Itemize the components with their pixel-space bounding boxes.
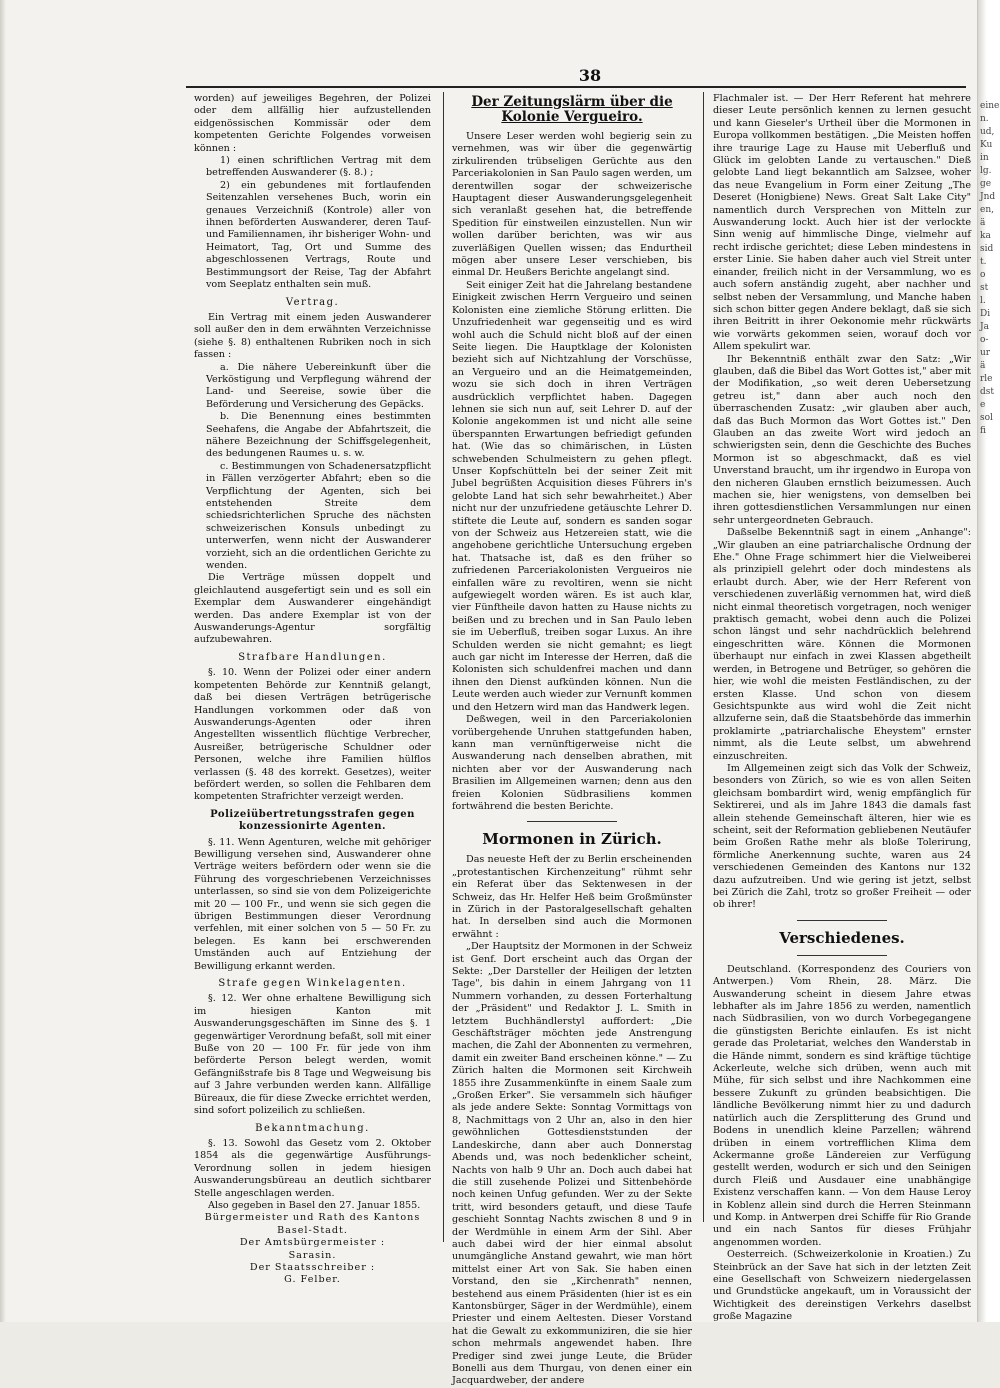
dateline: Also gegeben in Basel den 27. Januar 1855.: [208, 1199, 421, 1211]
edge-fragment: rle: [980, 374, 993, 384]
edge-fragment: ur: [980, 348, 991, 358]
article-paragraph: worden) auf jeweiliges Begehren, der Polizei oder dem allfällig hier aufzustellenden eidgenössischen Kommissär oder dem kompetenten Gerichte Folgendes vorweisen können :: [194, 93, 431, 154]
article-paragraph: Deutschland. (Korrespondenz des Couriers von Antwerpen.) Vom Rhein, 28. März. Die Auswanderung scheint in diesem Jahre etwas lebhafter als im Jahre 1856 zu werden, namentlich nach Südbrasilien, von wo durch Vorbegegangene die günstigsten Berichte einlaufen. Es ist nicht gerade das Proletariat, welches den Wanderstab in die Hände nimmt, sondern es sind kräftige tüchtige Ackerleute, welche sich drüben, wenn auch mit Mühe, für sich selbst und ihre Nachkommen eine bessere Zukunft zu gründen beabsichtigen. Die ländliche Bevölkerung nimmt hier zu und dadurch natürlich auch die Zersplitterung des Grund und Bodens in unendlich kleine Parzellen; während drüben in einem vortrefflichen Klima dem Ackermanne große Ländereien zur Verfügung gestellt werden, wodurch er sich und den Seinigen durch Fleiß und Ausdauer eine unabhängige Existenz verschaffen kann. — Von dem Hause Leroy in Koblenz allein sind durch die Herren Steinmann und Komp. in Antwerpen drei Schiffe für Rio Grande und ein nach Santos für dieses Frühjahr angenommen worden.: [713, 963, 971, 1248]
article-paragraph: Seit einiger Zeit hat die Jahrelang bestandene Einigkeit zwischen Herrn Vergueiro und seinen Kolonisten eine ziemliche Störung erlitten. Die Unzufriedenheit war gegenseitig und es wird wohl auch die Schuld nicht bloß auf der einen Seite liegen. Die Hauptklage der Kolonisten bezieht sich auf Nichtzahlung der Vorschüsse, an Vergueiro und an die Heimatgemeinden, wozu sie sich doch in ihren Verträgen ausdrücklich verpflichtet haben. Dagegen lehnen sie sich nun auf, seit Lehrer D. auf der Kolonie angekommen ist und nicht alle seine überspannten Erwartungen befriedigt gefunden hat. (Wie das so chimärischen, in Lüsten schwebenden Schulmeistern zu gehen pflegt. Unser Kopfschütteln bei der seiner Zeit mit Jubel begrüßten Acquisition dieses Führers in's gelobte Land hat sich sehr bewahrheitet.) Aber nicht nur der unzufriedene getäuschte Lehrer D. stiftete die Leute auf, sondern es sanden sogar von der Schweiz aus Hetzereien statt, wie die angehobene gerichtliche Untersuchung ergeben hat. Thatsache ist, daß es den früher so zufriedenen Parceriakolonisten Vergueiros nie einfallen wäre zu revoltiren, wenn sie nicht aufgewiegelt worden wären. Es ist auch klar, vier Fünftheile davon hatten zu Hause nichts zu beißen und zu brechen und in San Paulo leben sie im Ueberfluß, treiben sogar Luxus. An ihre Schulden werden sie nicht gemahnt; es liegt auch gar nicht im Interesse der Herren, daß die Kolonisten sich schuldenfrei machen und dann ihnen den Dienst aufkünden können. Nun die Leute werden auch wieder zur Vernunft kommen und den Hetzern wird man das Handwerk legen.: [452, 279, 692, 713]
article-paragraph: Deßwegen, weil in den Parceriakolonien vorübergehende Unruhen stattgefunden haben, kann man vernünftigerweise nicht die Auswanderung nach denselben abrathen, mit nichten aber vor der Auswanderung nach Brasilien im Allgemeinen warnen; denn aus den freien Kolonien Südbrasiliens kommen fortwährend die besten Berichte.: [452, 714, 692, 812]
article-divider: [527, 821, 617, 822]
edge-fragment: ä: [980, 218, 986, 228]
edge-fragment: Ja: [980, 322, 989, 332]
section-heading: Strafbare Handlungen.: [238, 651, 387, 663]
article-paragraph: §. 12. Wer ohne erhaltene Bewilligung sich im hiesigen Kanton mit Auswanderungsgeschäften im Sinne des §. 1 gegenwärtiger Verordnung befaßt, soll mit einer Buße von 20 — 100 Fr. für jede von ihm beförderte Person belegt werden, womit Gefängnißstrafe bis 8 Tage und Wegweisung bis auf 3 Jahre verbunden werden kann. Allfällige Büreaux, die für diese Zwecke errichtet werden, sind sofort polizeilich zu schließen.: [194, 993, 431, 1117]
adjacent-page-edge: [977, 0, 1000, 1322]
section-heading: Bekanntmachung.: [255, 1122, 370, 1134]
column-right: [713, 93, 971, 1323]
edge-fragment: ud,: [980, 127, 995, 137]
edge-fragment: in: [980, 153, 989, 163]
edge-fragment: lg.: [980, 166, 992, 176]
signature-line: G. Felber.: [284, 1274, 341, 1286]
edge-fragment: Jnd: [980, 192, 996, 202]
edge-fragment: ka: [980, 231, 991, 241]
page-number: 38: [578, 66, 602, 85]
edge-fragment: sol: [980, 413, 993, 423]
signature-line: Der Amtsbürgermeister :: [239, 1237, 386, 1249]
list-item: a. Die nähere Uebereinkunft über die Verköstigung und Verpflegung während der Land- und Seereise, sowie über die Beförderung und Versicherung des Gepäcks.: [206, 361, 431, 410]
column-rule: [443, 92, 444, 1242]
list-item: b. Die Benennung eines bestimmten Seehafens, die Angabe der Abfahrtszeit, die nähere Bezeichnung der Schiffsgelegenheit, des bedungenen Raumes u. s. w.: [206, 411, 431, 460]
article-paragraph: Flachmaler ist. — Der Herr Referent hat mehrere dieser Leute persönlich kennen zu lernen gesucht und kann Gieseler's Urtheil über die Mormonen in Europa vollkommen bestätigen. „Die Meisten hoffen ihre traurige Lage zu Hause mit Ueberfluß und Glück im gelobten Lande zu vertauschen." Dieß gelobte Land liegt bekanntlich am Salzsee, woher das neue Evangelium in Form einer Zeitung „The Deseret (Honigbiene) News. Great Salt Lake City" namentlich durch Versprechen von Mitteln zur Auswanderung lockt. Auch hier ist der verlockte Sinn wenig auf himmlische Dinge, vielmehr auf recht irdische gerichtet; diese Leben mindestens in erster Linie. Sie haben daher auch viel Streit unter einander, freilich nicht in der Versammlung, wo es auch sofern anständig zugeht, aber nachher und selbst neben der Versammlung, und Manche haben sich schon bitter gegen Andere beklagt, daß sie sich ihren Beitritt in ihrer Oekonomie mehr rückwärts wie vorwärts gekommen seien, worauf doch vor Allem spekulirt war.: [713, 93, 971, 353]
edge-fragment: o: [980, 270, 986, 280]
section-heading: Strafe gegen Winkelagenten.: [218, 978, 407, 990]
list-item: 2) ein gebundenes mit fortlaufenden Seitenzahlen versehenes Buch, worin ein genaues Verzeichniß (Kontrole) aller von ihnen beförderten Auswanderer, deren Tauf- und Familiennamen, ihr bisheriger Wohn- und Heimatort, Tag, Ort und Summe des abgeschlossenen Vertrags, Route und Bestimmungsort der Reise, Tag der Abfahrt vom Seeplatz enthalten sein muß.: [206, 179, 431, 291]
section-heading: Polizeiübertretungsstrafen gegen konzessionirte Agenten.: [210, 808, 415, 833]
edge-fragment: t.: [980, 257, 987, 267]
article-paragraph: §. 13. Sowohl das Gesetz vom 2. Oktober 1854 als die gegenwärtige Ausführungs-Verordnung sollen in jedem hiesigen Auswanderungsbüreau an deutlich sichtbarer Stelle angeschlagen werden.: [194, 1137, 431, 1199]
section-heading: Vertrag.: [285, 296, 340, 308]
article-paragraph: Die Verträge müssen doppelt und gleichlautend ausgefertigt sein und es soll ein Exemplar dem Auswanderer eingehändigt werden. Das andere Exemplar ist von der Auswanderungs-Agentur sorgfältig aufzubewahren.: [194, 572, 431, 646]
article-paragraph: „Der Hauptsitz der Mormonen in der Schweiz ist Genf. Dort erscheint auch das Organ der Sekte: „Der Darsteller der Heiligen der letzten Tage", bis dahin in einem Jahrgang von 11 Nummern vorhanden, zu dessen Forterhaltung der „Präsident" und Redaktor J. L. Smith in letztem Buchhändlerstyl auffordert: „Die Geschäftsträger möchten jede Anstrengung machen, die Zahl der Abonnenten zu vermehren, damit ein zweiter Band erscheinen könne." — Zu Zürich halten die Mormonen seit Kirchweih 1855 ihre Zusammenkünfte in einem Saale zum „Großen Erker". Sie versammeln sich häufiger als jede andere Sekte: Sonntag Vormittags von 8, Nachmittags von 2 Uhr an, also in den hier gewöhnlichen Gottesdienststunden der Landeskirche, dann aber auch Donnerstag Abends und, was noch bedenklicher scheint, Nachts von halb 9 Uhr an. Doch auch dabei hat die still zusehende Polizei und Sittenbehörde noch keinen Unfug gefunden. Wer zu der Sekte tritt, wird besonders getauft, und diese Taufe geschieht Sonntag Nachts zwischen 8 und 9 in der Werdmühle in einem Arm der Sihl. Aber auch dabei wird der hier einmal absolut unumgängliche Anstand gewahrt, wie man hört mittelst einer Art von Sak. Sie haben einen Vorstand, den sie „Kirchenrath" nennen, bestehend aus einem Präsidenten (hier ist es ein Kantonsbürger, Säger in der Werdmühle), einem Priester und einem Aeltesten. Dieser Vorstand hat die Gewalt zu exkommuniziren, die sie hier schon mehrmals angewendet haben. Ihre Prediger sind zwei junge Leute, die Brüder Bonelli aus dem Thurgau, von denen einer ein Jacquardweber, der andere: [452, 941, 692, 1387]
edge-fragment: fi: [980, 426, 987, 436]
edge-fragment: ge: [980, 179, 992, 189]
signature-line: Sarasin.: [288, 1249, 337, 1261]
article-paragraph: Oesterreich. (Schweizerkolonie in Kroatien.) Zu Steinbrück an der Save hat sich in der letzten Zeit eine Gesellschaft von Schweizern niedergelassen und Grundstücke angekauft, um in Voraussicht der Wichtigkeit des dereinstigen Verkehrs daselbst große Magazine: [713, 1249, 971, 1323]
edge-fragment: Ku: [980, 140, 993, 150]
article-paragraph: Ihr Bekenntniß enthält zwar den Satz: „Wir glauben, daß die Bibel das Wort Gottes ist," aber mit der Modifikation, „so weit deren Uebersetzung getreu ist," dann aber auch noch den überraschenden Zusatz: „wir glauben aber auch, daß das Buch Mormon das Wort Gottes ist." Den Glauben an das zweite Wort wird jedoch an schwierigsten sein, denn die Geschichte des Buches Mormon ist so abgeschmackt, daß es viel Unverstand braucht, um ihr irgendwo in Europa von den nicheren Glauben ernstlich beizumessen. Auch machen sie, hier wenigstens, von demselben bei ihren gottesdienstlichen Versammlungen nur einen sehr untergeordneten Gebrauch.: [713, 353, 971, 526]
edge-fragment: n.: [980, 114, 989, 124]
article-paragraph: Ein Vertrag mit einem jeden Auswanderer soll außer den in dem erwähnten Verzeichnisse (siehe §. 8) enthaltenen Rubriken noch in sich fassen :: [194, 311, 431, 361]
article-divider: [797, 920, 887, 921]
edge-fragment: ä: [980, 361, 986, 371]
edge-fragment: o-: [980, 335, 989, 345]
article-paragraph: Das neueste Heft der zu Berlin erscheinenden „protestantischen Kirchenzeitung" rühmt sehr ein Referat über das Sektenwesen in der Schweiz, das Hr. Helfer Heß beim Großmünster in Zürich in der Pastoralgesellschaft gehalten hat. In derselben sind auch die Mormonen erwähnt :: [452, 854, 692, 940]
list-item: 1) einen schriftlichen Vertrag mit dem betreffenden Auswanderer (§. 8.) ;: [206, 155, 431, 179]
edge-fragment: sid: [980, 244, 994, 254]
article-paragraph: §. 11. Wenn Agenturen, welche mit gehöriger Bewilligung versehen sind, Auswanderer ohne Verträge weiters befördern oder wenn sie die Führung des vorgeschriebenen Verzeichnisses unterlassen, so sind sie von dem Polizeigerichte mit 20 — 100 Fr., und wenn sie sich gegen die übrigen Bestimmungen dieser Verordnung verfehlen, mit einer solchen von 5 — 50 Fr. zu belegen. Es kann bei erschwerenden Umständen auch auf Entziehung der Bewilligung erkannt werden.: [194, 836, 431, 972]
column-left: [194, 93, 431, 1286]
page-binding-shadow: [0, 0, 6, 1322]
adjacent-page-text: [980, 100, 998, 438]
signature-line: Der Staatsschreiber :: [249, 1261, 376, 1273]
column-rule: [703, 92, 704, 1222]
edge-fragment: eine: [980, 101, 1000, 111]
article-headline: Der Zeitungslärm über die Kolonie Vergueiro.: [471, 94, 673, 125]
list-item: c. Bestimmungen von Schadenersatzpflicht in Fällen verzögerter Abfahrt; eben so die Verpflichtung der Agenten, sich bei entstehenden Streite dem schiedsrichterlichen Spruche des nächsten schweizerischen Konsuls unbedingt zu unterwerfen, wenn nicht der Auswanderer vorzieht, sich an die ordentlichen Gerichte zu wenden.: [206, 460, 431, 572]
article-paragraph: §. 10. Wenn der Polizei oder einer andern kompetenten Behörde zur Kenntniß gelangt, daß bei diesen Verträgen betrügerische Handlungen vorkommen oder daß von Auswanderungs-Agenten oder ihren Angestellten wissentlich flüchtige Verbrecher, Ausreißer, betrügerische Schuldner oder Personen, welche ihre Familien hülflos verlassen (§. 48 des korrekt. Gesetzes), weiter befördert werden, so sollen die Fehlbaren dem kompetenten Strafrichter verzeigt werden.: [194, 667, 431, 803]
article-divider: [797, 955, 887, 956]
edge-fragment: en,: [980, 205, 994, 215]
column-middle: [452, 93, 692, 1387]
header-rule: [186, 86, 966, 88]
article-headline: Mormonen in Zürich.: [482, 830, 662, 849]
edge-fragment: dst: [980, 387, 994, 397]
edge-fragment: e: [980, 400, 986, 410]
section-headline: Verschiedenes.: [779, 928, 905, 947]
edge-fragment: l.: [980, 296, 986, 306]
article-paragraph: Im Allgemeinen zeigt sich das Volk der Schweiz, besonders von Zürich, so wie es von allen Seiten gleichsam bombardirt wird, wenig empfänglich für Sektirerei, und als im Jahre 1843 die damals fast allein stehende Gemeinschaft älteren, hier wie es scheint, seit der Reformation gebliebenen Neutäufer beim Großen Rathe mehr als bloße Tolerirung, förmliche Anerkennung suchte, waren aus 24 verschiedenen Gemeinden des Kantons nur 132 dazu aufzutreiben. Und wie gering ist jetzt, selbst bei Zürich die Zahl, trotz so großer Freiheit — oder ob ihrer!: [713, 762, 971, 911]
signature-line: Bürgermeister und Rath des Kantons Basel-Stadt.: [204, 1212, 421, 1236]
article-paragraph: Daßselbe Bekenntniß sagt in einem „Anhange": „Wir glauben an eine patriarchalische Ordnung der Ehe." Ohne Frage schimmert hier die Vielweiberei als prinzipiell gelehrt oder doch mindestens als erlaubt durch. Aber, wie der Herr Referent von verschiedenen zuverläßig vernommen hat, wird dieß nicht einmal theoretisch vorgetragen, noch weniger praktisch gemacht, wobei denn auch die Polizei schon längst und sehr nachdrücklich belehrend eingeschritten wäre. Können die Mormonen überhaupt nur einfach in zwei Klassen abgetheilt werden, in Betrogene und Betrüger, so gehören die hier, wie wohl die meisten Festländischen, zu der ersten Klasse. Und schon von diesem Gesichtspunkte aus wird wohl die Zeit nicht allzuferne sein, daß die Staatsbehörde das immerhin proklamirte „patriarchalische Eheystem" ernster nimmt, als die Leute selbst, um abwehrend einzuschreiten.: [713, 527, 971, 762]
edge-fragment: st: [980, 283, 989, 293]
article-paragraph: Unsere Leser werden wohl begierig sein zu vernehmen, was wir über die gegenwärtig zirkulirenden trübseligen Gerüchte aus den Parceriakolonien in San Paulo sagen werden, um derentwillen sogar der schweizerische Hauptagent dieser Auswanderungsgelegenheit sich veranlaßt gesehen hat, die betreffende Spedition für einstweilen einzustellen. Nun wir wollen darüber berichten, was wir aus zuverläßigen Quellen wissen; das Endurtheil mögen aber unsere Leser verschieben, bis einmal Dr. Heußers Berichte angelangt sind.: [452, 131, 692, 279]
edge-fragment: Di: [980, 309, 991, 319]
